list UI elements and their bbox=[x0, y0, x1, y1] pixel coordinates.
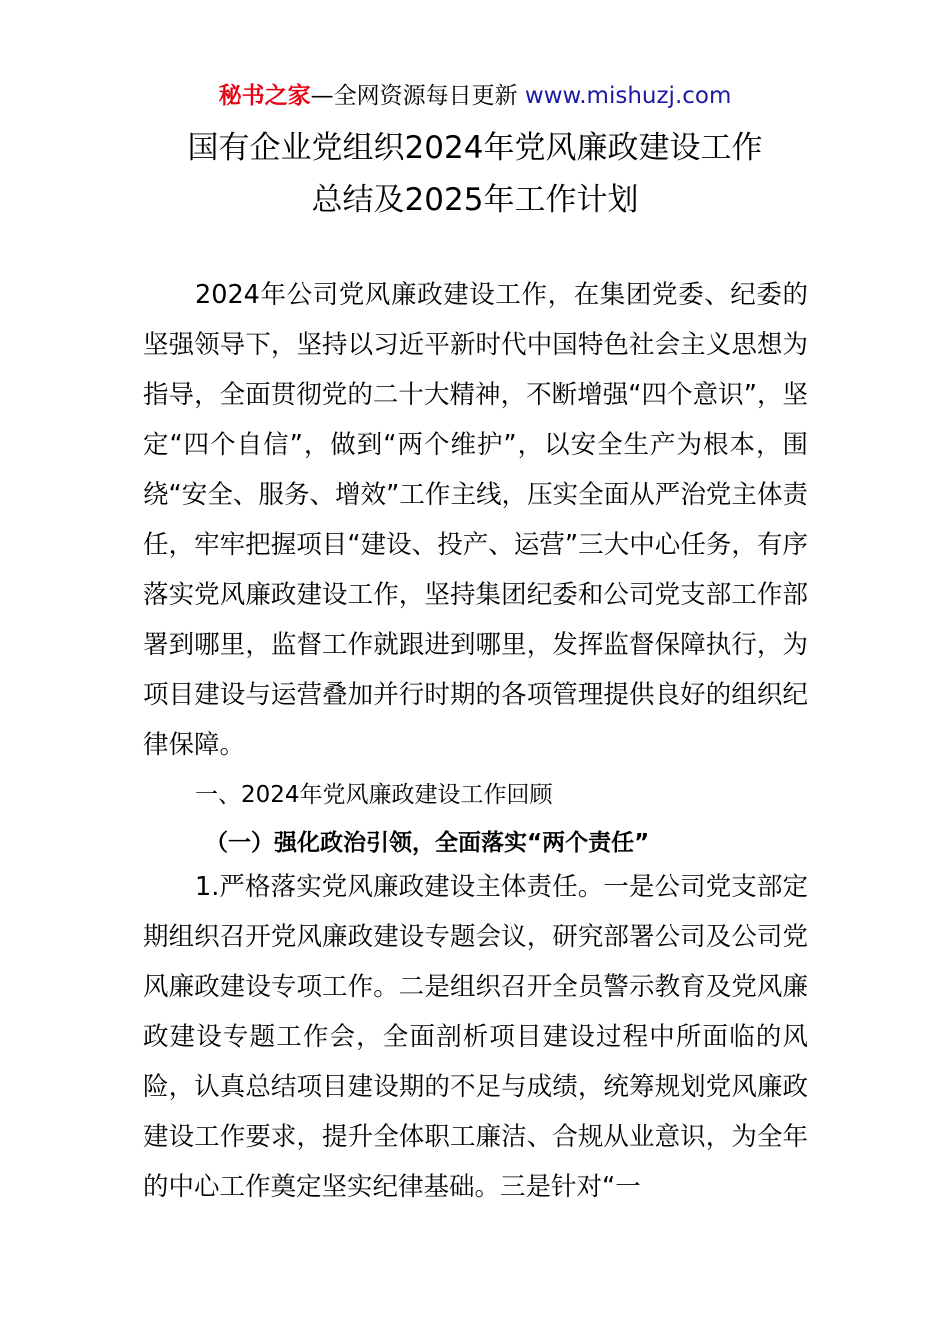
document-title-line-2: 总结及2025年工作计划 bbox=[311, 182, 639, 218]
site-header bbox=[0, 80, 950, 112]
intro-paragraph: 2024年公司党风廉政建设工作，在集团党委、纪委的坚强领导下，坚持以习近平新时代中国特色社会主义思想为指导，全面贯彻党的二十大精神，不断增强“四个意识”，坚定“四个自信”，做到“两个维护”，以安全生产为根本，围绕“安全、服务、增效”工作主线，压实全面从严治党主体责任，牢牢把握项目“建设、投产、运营”三大中心任务，有序落实党风廉政建设工作，坚持集团纪委和公司党支部工作部署到哪里，监督工作就跟进到哪里，发挥监督保障执行，为项目建设与运营叠加并行时期的各项管理提供良好的组织纪律保障。 bbox=[143, 280, 808, 760]
item-paragraph: 1.严格落实党风廉政建设主体责任。一是公司党支部定期组织召开党风廉政建设专题会议，研究部署公司及公司党风廉政建设专项工作。二是组织召开全员警示教育及党风廉政建设专题工作会，全面剖析项目建设过程中所面临的风险，认真总结项目建设期的不足与成绩，统筹规划党风廉政建设工作要求，提升全体职工廉洁、合规从业意识，为全年的中心工作奠定坚实纪律基础。三是针对“一 bbox=[143, 872, 808, 1202]
site-brand: 秘书之家 bbox=[218, 83, 311, 109]
document-title-line-1: 国有企业党组织2024年党风廉政建设工作 bbox=[187, 130, 763, 166]
site-url: www.mishuzj.com bbox=[524, 83, 732, 109]
subsection-heading: （一）强化政治引领，全面落实“两个责任” bbox=[205, 830, 650, 856]
section-heading: 一、2024年党风廉政建设工作回顾 bbox=[195, 782, 553, 808]
site-tagline: —全网资源每日更新 bbox=[310, 83, 525, 109]
